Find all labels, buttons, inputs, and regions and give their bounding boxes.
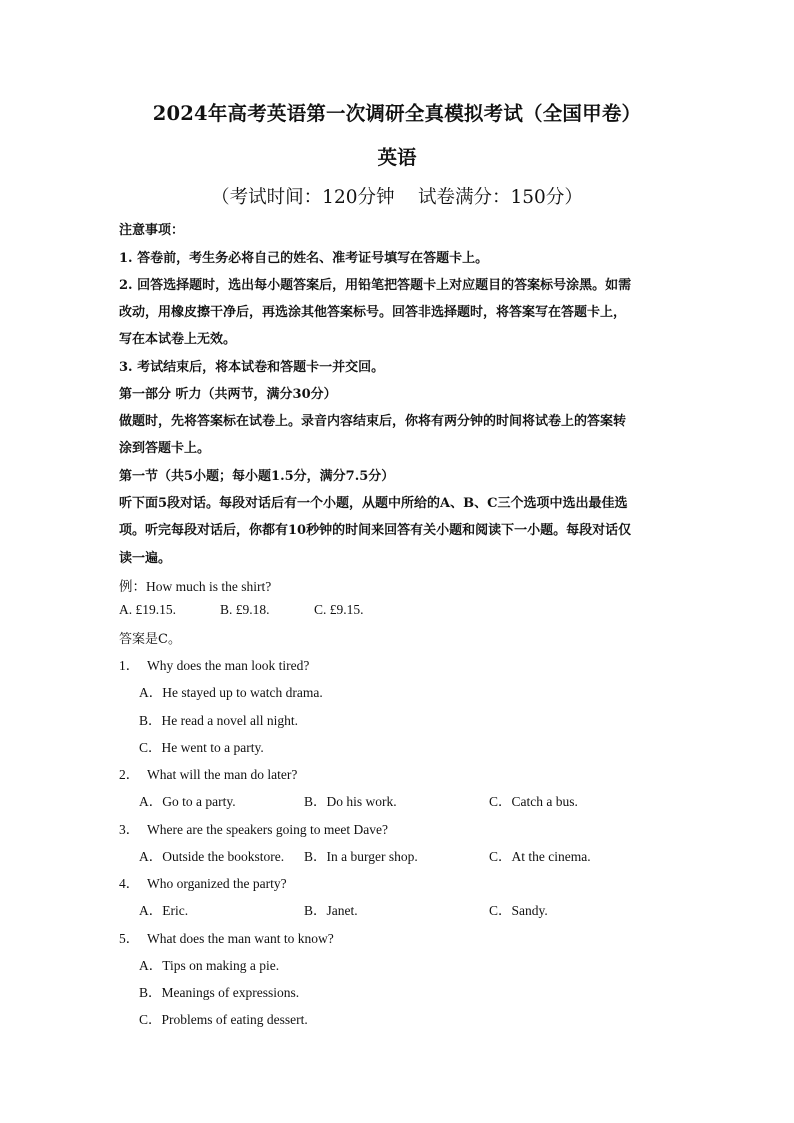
question-text: What will the man do later? <box>147 767 298 782</box>
section1-heading: 第一节（共5小题；每小题1.5分，满分7.5分） <box>119 469 395 484</box>
section1-instruction-1: 听下面5段对话。每段对话后有一个小题，从题中所给的A、B、C三个选项中选出最佳选 <box>119 496 628 511</box>
section1-instruction-2: 项。听完每段对话后，你都有10秒钟的时间来回答有关小题和阅读下一小题。每段对话仅 <box>119 523 632 538</box>
question-1 <box>119 654 309 674</box>
question-text: Why does the man look tired? <box>147 658 310 673</box>
q1-option-a: A．He stayed up to watch drama. <box>139 685 323 700</box>
q3-option-a: A．Outside the bookstore. <box>139 849 285 864</box>
q4-option-a: A．Eric. <box>139 903 189 918</box>
question-number: 2． <box>119 767 140 782</box>
q2-option-b: B．Do his work. <box>304 794 397 809</box>
question-text: What does the man want to know? <box>147 931 334 946</box>
q5-option-b: B．Meanings of expressions. <box>139 985 300 1000</box>
q5-option-c: C．Problems of eating dessert. <box>139 1012 308 1027</box>
q2-option-a: A．Go to a party. <box>139 794 236 809</box>
notice-item-2-cont: 改动，用橡皮擦干净后，再选涂其他答案标号。回答非选择题时，将答案写在答题卡上， <box>119 305 627 320</box>
notice-heading: 注意事项： <box>119 223 185 238</box>
question-text: Where are the speakers going to meet Dave? <box>147 822 389 837</box>
notice-item-1: 1. 答卷前，考生务必将自己的姓名、准考证号填写在答题卡上。 <box>119 251 489 266</box>
question-2 <box>119 763 297 783</box>
q1-option-b: B．He read a novel all night. <box>139 713 298 728</box>
q5-option-a: A．Tips on making a pie. <box>139 958 280 973</box>
exam-subject: 英语 <box>377 146 417 169</box>
question-3 <box>119 818 388 838</box>
question-number: 4． <box>119 876 140 891</box>
notice-item-3: 3. 考试结束后，将本试卷和答题卡一并交回。 <box>119 360 385 375</box>
example-question: 例：How much is the shirt? <box>119 579 272 594</box>
section1-instruction-3: 读一遍。 <box>119 551 172 566</box>
part1-instruction-2: 涂到答题卡上。 <box>119 441 211 456</box>
example-option-b: B. £9.18. <box>220 602 270 617</box>
notice-item-2: 2. 回答选择题时，选出每小题答案后，用铅笔把答题卡上对应题目的答案标号涂黑。如需 <box>119 278 632 293</box>
q3-option-c: C．At the cinema. <box>489 849 591 864</box>
part1-heading: 第一部分 听力（共两节，满分30分） <box>119 387 337 402</box>
q3-option-b: B．In a burger shop. <box>304 849 418 864</box>
example-option-a: A. £19.15. <box>119 602 176 617</box>
q4-option-b: B．Janet. <box>304 903 358 918</box>
exam-title: 2024年高考英语第一次调研全真模拟考试（全国甲卷） <box>152 102 642 125</box>
q4-option-c: C．Sandy. <box>489 903 548 918</box>
question-number: 5． <box>119 931 140 946</box>
question-number: 1． <box>119 658 140 673</box>
exam-time-info: （考试时间：120分钟 试卷满分：150分） <box>211 187 583 208</box>
example-option-c: C. £9.15. <box>314 602 364 617</box>
question-number: 3． <box>119 822 140 837</box>
example-answer: 答案是C。 <box>119 632 181 647</box>
question-5 <box>119 927 334 947</box>
question-4 <box>119 872 287 892</box>
q1-option-c: C．He went to a party. <box>139 740 264 755</box>
q2-option-c: C．Catch a bus. <box>489 794 578 809</box>
question-text: Who organized the party? <box>147 876 287 891</box>
notice-item-2-end: 写在本试卷上无效。 <box>119 332 237 347</box>
part1-instruction-1: 做题时，先将答案标在试卷上。录音内容结束后，你将有两分钟的时间将试卷上的答案转 <box>119 414 627 429</box>
